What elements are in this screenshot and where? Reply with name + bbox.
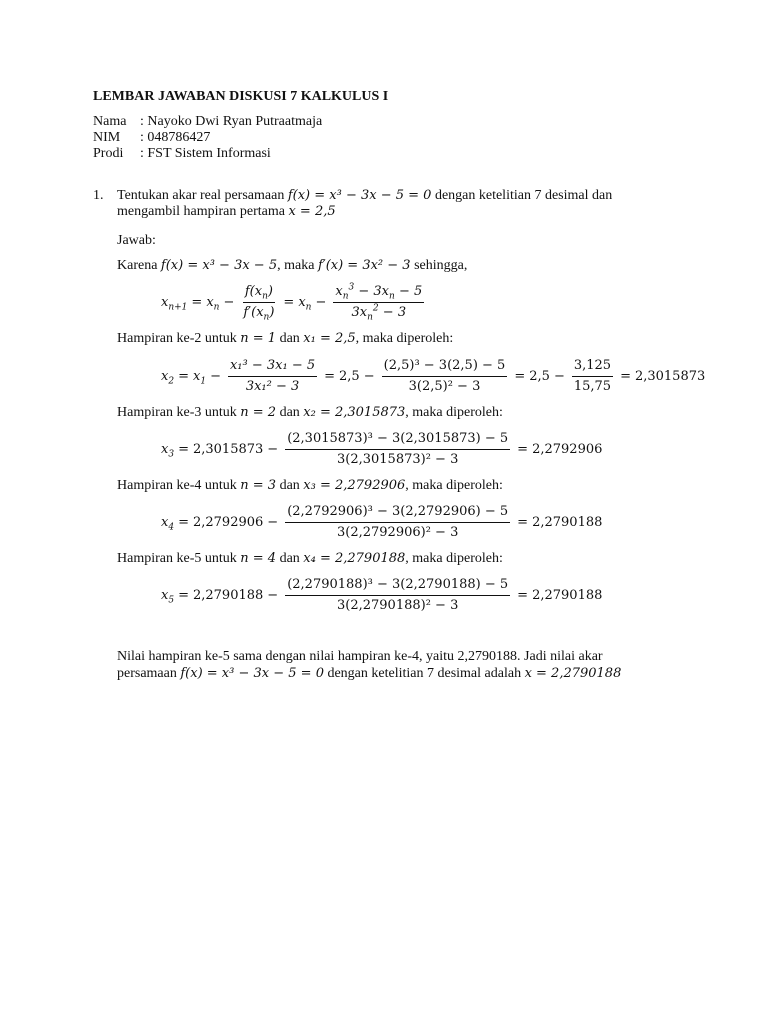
- step-intro-end: , maka diperoleh:: [405, 405, 503, 420]
- question-number: 1.: [93, 188, 104, 203]
- derivative-text-c: sehingga,: [414, 258, 468, 273]
- eq5-denominator: 3(2,2790188)² − 3: [337, 598, 459, 613]
- derivative-equation: f′(x) = 3x² − 3: [317, 258, 411, 273]
- step-intro-4: [117, 477, 503, 495]
- function-equation: f(x) = x³ − 3x − 5: [160, 258, 278, 273]
- equation-x3: $x_3$ = 2,3015873 − $\frac{\text{(2,3015873)³ − 3(2,3015873) − 5}}{\text{3(2,3015873)² − 3}}$ = 2,2792906: [161, 431, 603, 467]
- equation-x5: $x_5$ = 2,2790188 − $\frac{\text{(2,2790188)³ − 3(2,2790188) − 5}}{\text{3(2,2790188)² − 3}}$ = 2,2790188: [161, 577, 603, 613]
- eq3-lhs: 2,3015873: [192, 442, 264, 457]
- step-intro-end: , maka diperoleh:: [355, 331, 454, 346]
- eq5-numerator: (2,2790188)³ − 3(2,2790188) − 5: [285, 576, 510, 596]
- equation-x2: $x_2$ = $x_1$ − $\frac{\text{x₁³ − 3x₁ − 5}}{\text{3x₁² − 3}}$ = 2,5 − $\frac{\text{(2,5)³ − 3(2,5) − 5}}{\text{3(2,5)² − 3}}$ = 2,5 − $\frac{3,125}{15,75}$ = 2,3015873: [161, 358, 706, 394]
- eq2-result: 2,3015873: [634, 369, 706, 384]
- step-x-value: x₁ = 2,5: [303, 331, 356, 346]
- step-x-value: x₄ = 2,2790188: [303, 551, 406, 566]
- conclusion-text-b: dengan ketelitian 7 desimal adalah: [327, 666, 522, 681]
- step-dan: dan: [279, 331, 300, 346]
- step-intro-3: [117, 404, 503, 422]
- step-n-value: n = 3: [240, 478, 277, 493]
- step-intro-5: [117, 550, 503, 568]
- eq2-denominator-3: 15,75: [573, 379, 612, 394]
- step-dan: dan: [279, 551, 300, 566]
- document-title: LEMBAR JAWABAN DISKUSI 7 KALKULUS I: [93, 89, 389, 104]
- eq3-denominator: 3(2,3015873)² − 3: [337, 452, 459, 467]
- answer-label: Jawab:: [117, 233, 156, 248]
- field-value-prodi: : FST Sistem Informasi: [140, 146, 271, 161]
- field-value-nama: : Nayoko Dwi Ryan Putraatmaja: [140, 114, 323, 129]
- eq4-lhs: 2,2792906: [192, 515, 264, 530]
- conclusion-line-2: [117, 665, 621, 683]
- eq2-numerator-2: (2,5)³ − 3(2,5) − 5: [382, 357, 508, 377]
- conclusion-text-a: persamaan: [117, 666, 177, 681]
- question-text-b: dengan ketelitian 7 desimal dan: [434, 188, 613, 203]
- step-intro-text: Hampiran ke-2 untuk: [117, 331, 237, 346]
- question-text-c: mengambil hampiran pertama: [117, 204, 285, 219]
- eq2-numerator-1: x₁³ − 3x₁ − 5: [228, 357, 317, 377]
- step-intro-text: Hampiran ke-3 untuk: [117, 405, 237, 420]
- eq4-numerator: (2,2792906)³ − 3(2,2792906) − 5: [285, 503, 510, 523]
- question-text-a: Tentukan akar real persamaan: [117, 188, 285, 203]
- derivative-text-b: , maka: [277, 258, 315, 273]
- field-label-nim: NIM: [93, 130, 121, 145]
- question-equation: f(x) = x³ − 3x − 5 = 0: [287, 188, 432, 203]
- derivative-text-a: Karena: [117, 258, 158, 273]
- step-x-value: x₃ = 2,2792906: [303, 478, 406, 493]
- conclusion-equation: f(x) = x³ − 3x − 5 = 0: [180, 666, 324, 681]
- conclusion-root: x = 2,2790188: [524, 666, 622, 681]
- newton-formula: $x_{n+1}$ = $x_n$ − $\frac{f(x_n)}{f'(x_n)}$ = $x_n$ − $\frac{x_n^3 - 3x_n - 5}{3x_n^2 - 3}$: [161, 282, 423, 323]
- step-intro-end: , maka diperoleh:: [405, 551, 503, 566]
- field-value-nim: : 048786427: [140, 130, 211, 145]
- eq5-lhs: 2,2790188: [192, 588, 264, 603]
- step-intro-text: Hampiran ke-4 untuk: [117, 478, 237, 493]
- step-x-value: x₂ = 2,3015873: [303, 405, 406, 420]
- question-line-2: [117, 203, 336, 221]
- eq2-denominator-1: 3x₁² − 3: [245, 379, 300, 394]
- step-n-value: n = 1: [240, 331, 277, 346]
- eq3-result: 2,2792906: [532, 442, 603, 457]
- field-label-prodi: Prodi: [93, 146, 124, 161]
- equation-x4: $x_4$ = 2,2792906 − $\frac{\text{(2,2792906)³ − 3(2,2792906) − 5}}{\text{3(2,2792906)² − 3}}$ = 2,2790188: [161, 504, 603, 540]
- step-intro-end: , maka diperoleh:: [405, 478, 503, 493]
- step-dan: dan: [279, 478, 300, 493]
- eq4-result: 2,2790188: [532, 515, 603, 530]
- derivative-line: [117, 257, 467, 275]
- eq2-denominator-2: 3(2,5)² − 3: [408, 379, 481, 394]
- field-label-nama: Nama: [93, 114, 127, 129]
- eq5-result: 2,2790188: [532, 588, 603, 603]
- step-n-value: n = 4: [240, 551, 277, 566]
- question-initial-value: x = 2,5: [288, 204, 336, 219]
- step-intro-text: Hampiran ke-5 untuk: [117, 551, 237, 566]
- step-dan: dan: [279, 405, 300, 420]
- step-n-value: n = 2: [240, 405, 277, 420]
- eq2-numerator-3: 3,125: [572, 357, 613, 377]
- conclusion-line-1: Nilai hampiran ke-5 sama dengan nilai hampiran ke-4, yaitu 2,2790188. Jadi nilai akar: [117, 649, 603, 664]
- step-intro-2: [117, 330, 453, 348]
- eq4-denominator: 3(2,2792906)² − 3: [337, 525, 459, 540]
- eq3-numerator: (2,3015873)³ − 3(2,3015873) − 5: [285, 430, 510, 450]
